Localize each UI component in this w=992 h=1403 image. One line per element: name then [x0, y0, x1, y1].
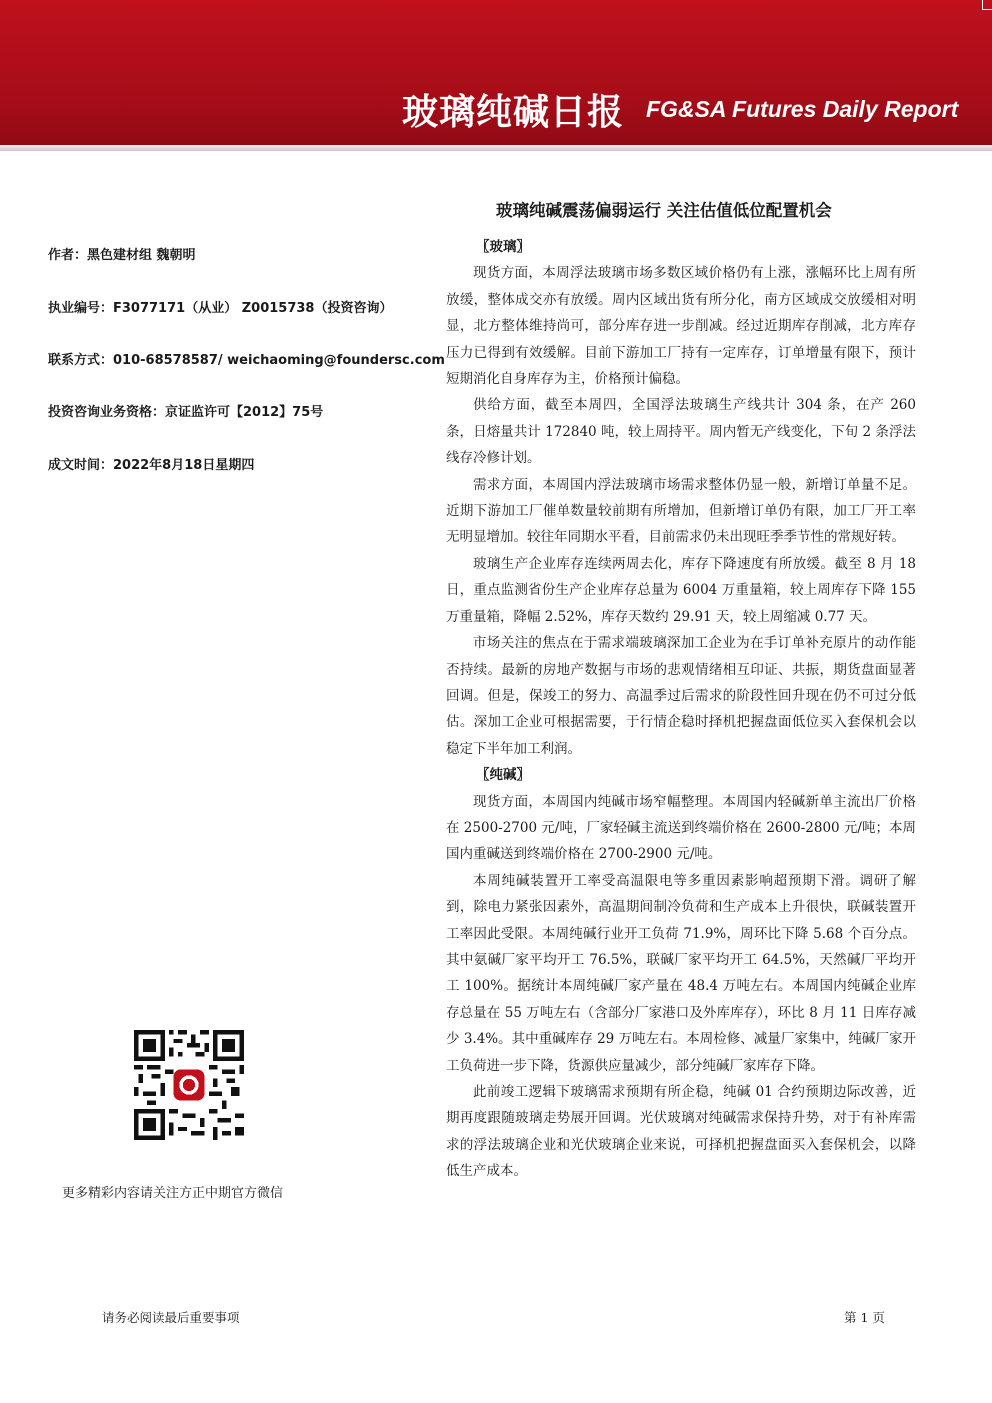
glass-paragraph: 玻璃生产企业库存连续两周去化，库存下降速度有所放缓。截至 8 月 18 日，重点监测省份生产企业库存总量为 6004 万重量箱，较上周库存下降 155 万重量箱，降幅 2.52%，库存天数约 29.91 天，较上周缩减 0.77 天。 [446, 555, 916, 625]
header-banner [0, 0, 992, 145]
glass-paragraph: 需求方面，本周国内浮法玻璃市场需求整体仍显一般，新增订单量不足。近期下游加工厂催单数量较前期有所增加，但新增订单仍有限，加工厂开工率无明显增加。较往年同期水平看，目前需求仍未出现旺季季节性的常规好转。 [446, 476, 916, 546]
footer-notice: 请务必阅读最后重要事项 [102, 1310, 240, 1325]
qr-caption: 更多精彩内容请关注方正中期官方微信 [62, 1186, 284, 1201]
soda-ash-paragraph: 本周纯碱装置开工率受高温限电等多重因素影响超预期下滑。调研了解到，除电力紧张因素外，高温期间制冷负荷和生产成本上升很快，联碱装置开工率因此受限。本周纯碱行业开工负荷 71.9%，周环比下降 5.68 个百分点。其中氨碱厂家平均开工 76.5%，联碱厂家平均开工 64.5%，天然碱厂平均开工 100%。据统计本周纯碱厂家产量在 48.4 万吨左右。本周国内纯碱企业库存总量在 55 万吨左右（含部分厂家港口及外库库存），环比 8 月 11 日库存减少 3.4%。其中重碱库存 29 万吨左右。本周检修、减量厂家集中，纯碱厂家开工负荷进一步下降，货源供应量减少，部分纯碱厂家库存下降。 [446, 872, 916, 1074]
report-title-cn: 玻璃纯碱日报 [402, 92, 625, 133]
page-number: 第 1 页 [844, 1310, 885, 1325]
qualification-line: 投资咨询业务资格：京证监许可【2012】75号 [48, 405, 324, 420]
corner-mark [982, 0, 992, 10]
soda-ash-paragraph: 此前竣工逻辑下玻璃需求预期有所企稳，纯碱 01 合约预期边际改善，近期再度跟随玻璃走势展开回调。光伏玻璃对纯碱需求保持升势，对于有补库需求的浮法玻璃企业和光伏玻璃企业来说，可择机把握盘面买入套保机会，以降低生产成本。 [446, 1084, 916, 1180]
section-heading-glass: 〖玻璃〗 [476, 239, 530, 255]
author-line: 作者：黑色建材组 魏朝明 [48, 248, 196, 263]
date-line: 成文时间：2022年8月18日星期四 [48, 458, 255, 473]
glass-paragraph: 供给方面，截至本周四，全国浮法玻璃生产线共计 304 条，在产 260 条，日熔量共计 172840 吨，较上周持平。周内暂无产线变化，下旬 2 条浮法线存冷修计划。 [446, 397, 916, 467]
glass-paragraph: 现货方面，本周浮法玻璃市场多数区域价格仍有上涨，涨幅环比上周有所放缓，整体成交亦有放缓。周内区域出货有所分化，南方区域成交放缓相对明显，北方整体维持尚可，部分库存进一步削减。经过近期库存削减，北方库存压力已得到有效缓解。目前下游加工厂持有一定库存，订单增量有限下，预计短期消化自身库存为主，价格预计偏稳。 [446, 265, 916, 388]
header-divider [0, 145, 992, 151]
qr-code-icon [134, 1030, 244, 1140]
glass-paragraph: 市场关注的焦点在于需求端玻璃深加工企业为在手订单补充原片的动作能否持续。最新的房地产数据与市场的悲观情绪相互印证、共振，期货盘面显著回调。但是，保竣工的努力、高温季过后需求的阶段性回升现在仍不可过分低估。深加工企业可根据需要，于行情企稳时择机把握盘面低位买入套保机会以稳定下半年加工利润。 [446, 635, 916, 757]
report-headline: 玻璃纯碱震荡偏弱运行 关注估值低位配置机会 [496, 201, 832, 220]
report-title-en: FG&SA Futures Daily Report [646, 96, 959, 122]
report-body [446, 234, 916, 1185]
soda-ash-paragraph: 现货方面，本周国内纯碱市场窄幅整理。本周国内轻碱新单主流出厂价格在 2500-2700 元/吨，厂家轻碱主流送到终端价格在 2600-2800 元/吨；本周国内重碱送到终端价格在 2700-2900 元/吨。 [446, 793, 916, 863]
contact-line: 联系方式：010-68578587/ weichaoming@foundersc.com [48, 353, 445, 368]
license-line: 执业编号：F3077171（从业） Z0015738（投资咨询） [48, 301, 393, 316]
section-heading-soda-ash: 〖纯碱〗 [476, 767, 530, 784]
